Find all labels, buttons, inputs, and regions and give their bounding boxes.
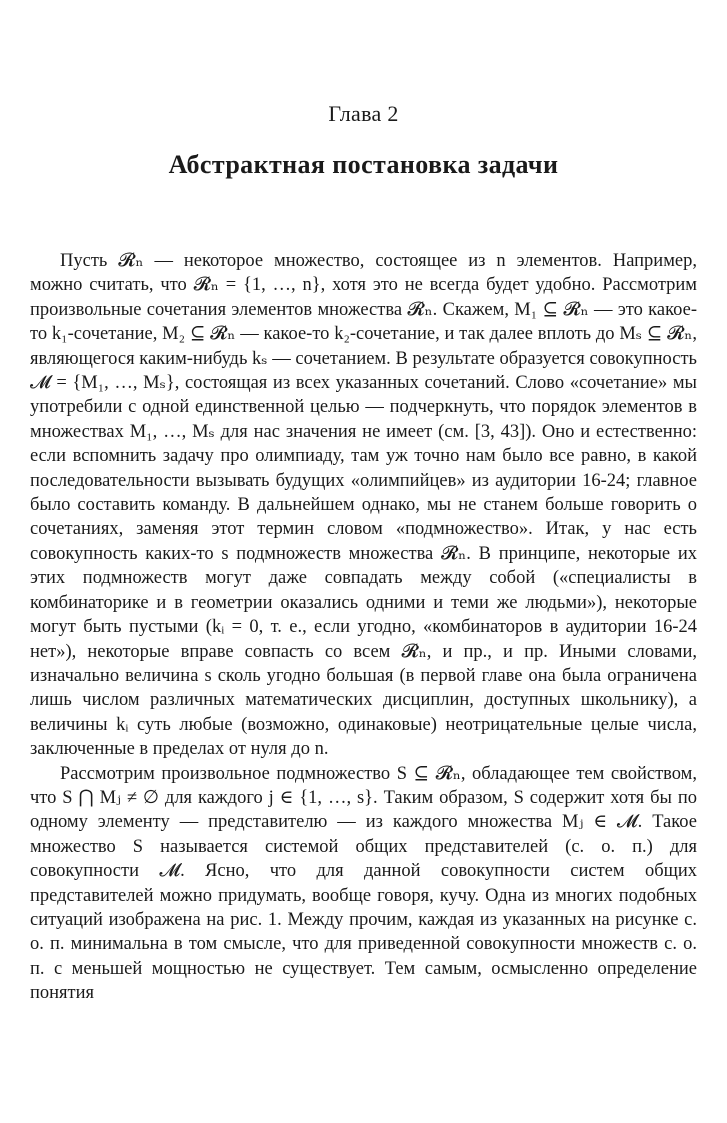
paragraph-1: Пусть 𝓡ₙ — некоторое множество, состоящее из n элементов. Например, можно считать, что 𝓡ₙ = {1, …, n}, хотя это не всегда будет удобно. Рассмотрим произвольные сочетания элементов множества 𝓡ₙ. Скажем, M₁ ⊆ 𝓡ₙ — это какое-то k₁-сочетание, M₂ ⊆ 𝓡ₙ — какое-то k₂-сочетание, и так далее вплоть до Mₛ ⊆ 𝓡ₙ, являющегося каким-нибудь kₛ — сочетанием. В результате образуется совокупность 𝓜 = {M₁, …, Mₛ}, состоящая из всех указанных сочетаний. Слово «сочетание» мы употребили с одной единственной целью — подчеркнуть, что порядок элементов в множествах M₁, …, Mₛ для нас значения не имеет (см. [3, 43]). Оно и естественно: если вспомнить задачу про олимпиаду, там уж точно нам было все равно, в какой последовательности вызывать будущих «олимпийцев» из аудитории 16-24; главное было составить команду. В дальнейшем однако, мы не станем больше говорить о сочетаниях, заменяя этот термин словом «подмножество». Итак, у нас есть совокупность каких-то s подмножеств множества 𝓡ₙ. В принципе, некоторые их этих подмножеств могут даже совпадать между собой («специалисты в комбинаторике и в геометрии оказались одними и теми же людьми»), некоторые могут быть пустыми (kᵢ = 0, т. е., если угодно, «комбинаторов в аудитории 16-24 нет»), некоторые вправе совпасть со всем 𝓡ₙ, и пр., и пр. Иными словами, изначально величина s сколь угодно большая (в первой главе она была ограничена лишь числом различных математических дисциплин, доступных школьнику), а величины kᵢ суть любые (возможно, одинаковые) неотрицательные целые числа, заключенные в пределах от нуля до n. xyxy=(30,251,697,760)
paragraph-2: Рассмотрим произвольное подмножество S ⊆ 𝓡ₙ, обладающее тем свойством, что S ⋂ Mⱼ ≠ ∅ для каждого j ∈ {1, …, s}. Таким образом, S содержит хотя бы по одному элементу — представителю — из каждого множества Mⱼ ∈ 𝓜. Такое множество S называется системой общих представителей (с. о. п.) для совокупности 𝓜. Ясно, что для данной совокупности систем общих представителей можно придумать, вообще говоря, кучу. Одна из многих подобных ситуаций изображена на рис. 1. Между прочим, каждая из указанных на рисунке с. о. п. минимальна в том смысле, что для приведенной совокупности множеств с. о. п. с меньшей мощностью не существует. Тем самым, осмысленно определение понятия xyxy=(30,763,697,1004)
chapter-title: Абстрактная постановка задачи xyxy=(168,150,559,179)
chapter-number: Глава 2 xyxy=(328,101,399,126)
body-text xyxy=(30,249,697,1006)
